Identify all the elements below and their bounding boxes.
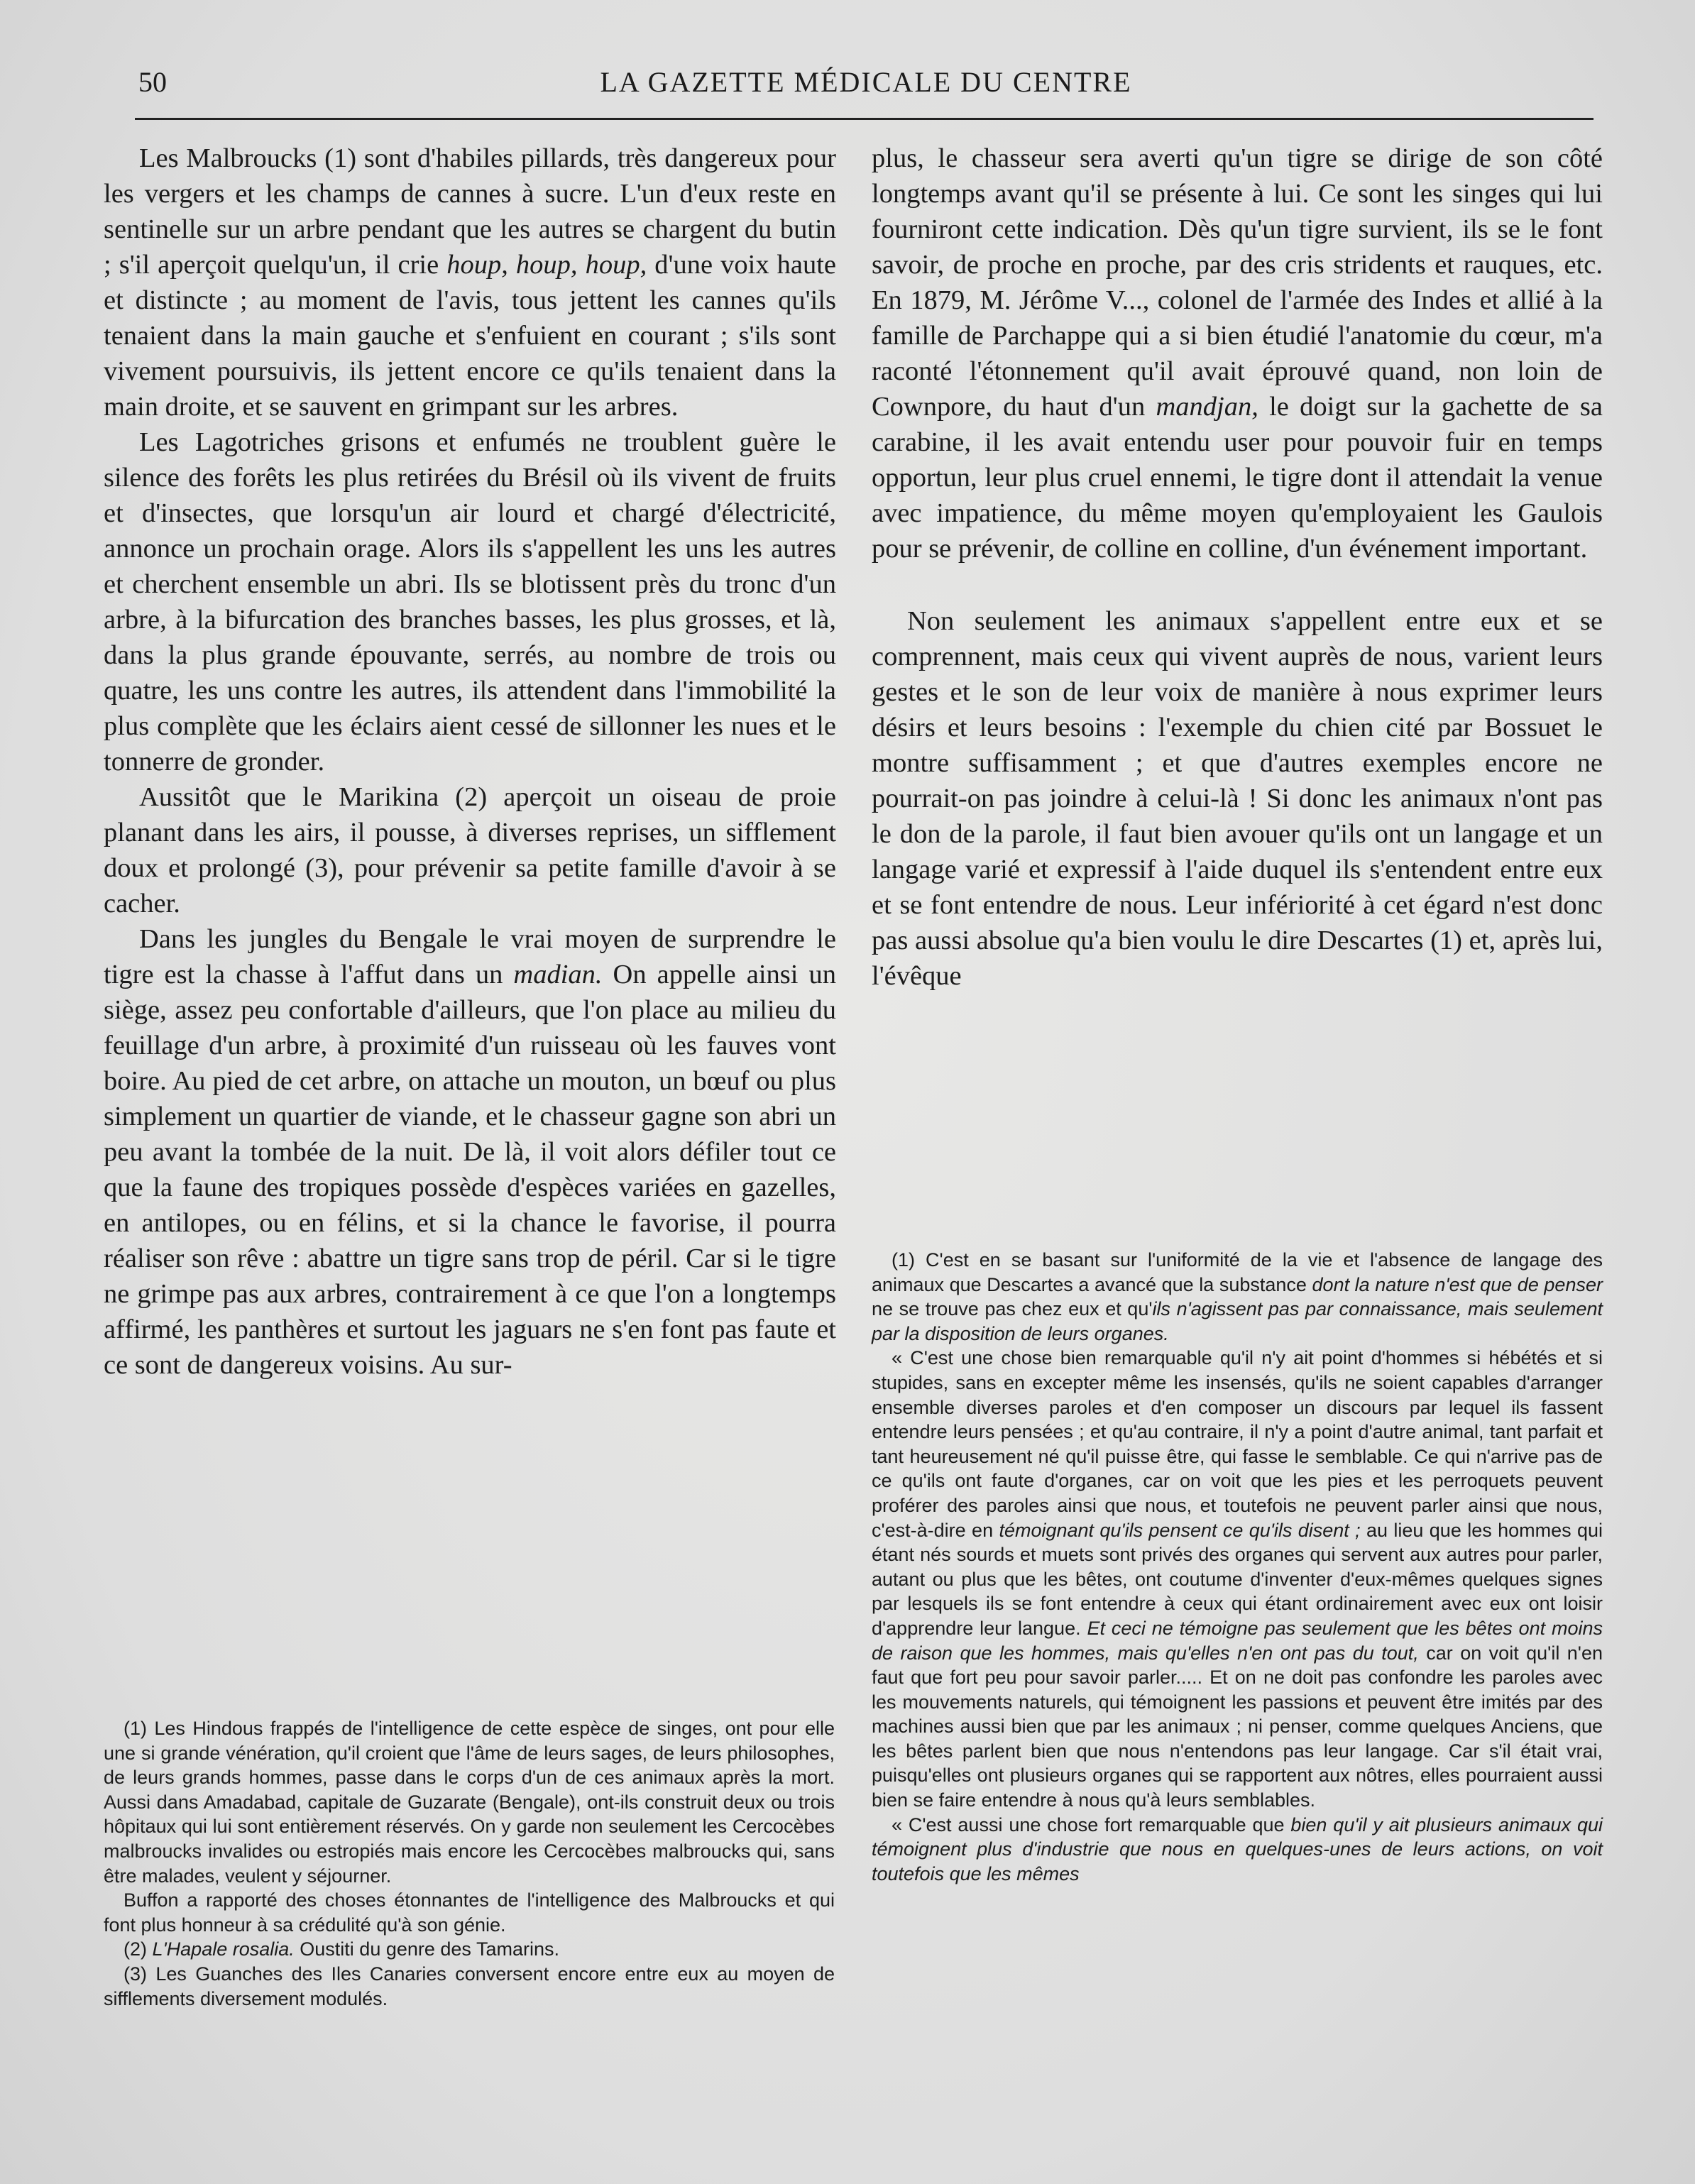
paragraph-text: plus, le chasseur sera averti qu'un tigre se dirige de son côté longtemps avant qu'il se présente à lui. Ce sont les singes qui lui fourniront cette indication. Dès qu'un tigre survient, ils se le font savoir, de proche en proche, par des cris stridents et rauques, etc. En 1879, M. Jérôme V..., colonel de l'armée des Indes et allié à la famille de Parchappe qui a si bien étudié l'anatomie du cœur, m'a raconté l'étonnement qu'il avait éprouvé quand, non loin de Cownpore, du haut d'un — [872, 143, 1603, 422]
footnote-emphasis: dont la nature n'est que de penser — [1312, 1273, 1603, 1295]
footnote-text: Oustiti du genre des Tamarins. — [294, 1938, 559, 1960]
footnote-emphasis: L'Hapale rosalia. — [152, 1938, 295, 1960]
header-rule — [135, 118, 1593, 120]
footnote-3: (3) Les Guanches des Iles Canaries conversent encore entre eux au moyen de sifflements diversement modulés. — [104, 1963, 835, 2009]
journal-title: LA GAZETTE MÉDICALE DU CENTRE — [600, 66, 1132, 98]
footnote-text: ne se trouve pas chez eux et qu' — [872, 1298, 1153, 1320]
footnote-text: au lieu que les hommes qui étant nés sourds et muets sont privés des organes qui servent aux autres pour parler, autant ou plus que les bêtes, ont coutume d'inventer d'eux-mêmes quelques signes par lesquels ils se font entendre à ceux qui étant ordinairement avec eux ont loisir d'apprendre leur langue. — [872, 1519, 1603, 1639]
paragraph-emphasis: madian. — [513, 960, 603, 989]
footnote-number: (2) — [124, 1938, 153, 1960]
paragraph-marikina: Aussitôt que le Marikina (2) aperçoit un oiseau de proie planant dans les airs, il pousse, à diverses reprises, un sifflement doux et prolongé (3), pour prévenir sa petite famille d'avoir à se cacher. — [104, 782, 836, 918]
right-footnotes — [872, 1248, 1603, 1886]
paragraph-lagotriches: Les Lagotriches grisons et enfumés ne troublent guère le silence des forêts les plus retirées du Brésil où ils vivent de fruits et d'insectes, que lorsqu'un air lourd et chargé d'électricité, annonce un prochain orage. Alors ils s'appellent les uns les autres et cherchent ensemble un abri. Ils se blotissent près du tronc d'un arbre, à la bifurcation des branches basses, les plus grosses, et là, dans la plus grande épouvante, serrés, au nombre de trois ou quatre, les uns contre les autres, ils attendent dans l'immobilité la plus complète que les éclairs aient cessé de sillonner les nues et le tonnerre de gronder. — [104, 427, 836, 777]
paragraph-text: le doigt sur la gachette de sa carabine, il les avait entendu user pour pouvoir fuir en temps opportun, leur plus cruel ennemi, le tigre dont il attendait la venue avec impatience, du même moyen qu'employaient les Gaulois pour se prévenir, de colline en colline, d'un événement important. — [872, 392, 1603, 564]
footnote-descartes-quote-2 — [872, 1813, 1603, 1887]
paragraph-langage: Non seulement les animaux s'appellent entre eux et se comprennent, mais ceux qui vivent auprès de nous, varient leurs gestes et le son de leur voix de manière à nous exprimer leurs désirs et leurs besoins : l'exemple du chien cité par Bossuet le montre suffisamment ; et que d'autres exemples encore ne pourrait-on pas joindre à celui-là ! Si donc les animaux n'ont pas le don de la parole, il faut bien avouer qu'ils ont un langage et un langage varié et expressif à l'aide duquel ils s'entendent entre eux et se font entendre de nous. Leur infériorité à cet égard n'est donc pas aussi absolue qu'a bien voulu le dire Descartes (1) et, après lui, l'évêque — [872, 606, 1603, 991]
footnote-descartes — [872, 1248, 1603, 1346]
footnote-text: (1) C'est en se basant sur l'uniformité de la vie et l'absence de langage des animaux que Descartes a avancé que la substance — [872, 1249, 1603, 1295]
footnote-emphasis: bien qu'il y ait plusieurs animaux qui témoignent plus d'industrie que nous en quelques-unes de leurs actions, on voit toutefois que les mêmes — [872, 1813, 1603, 1884]
paragraph-text: On appelle ainsi un siège, assez peu confortable d'ailleurs, que l'on place au milieu du feuillage d'un arbre, à proximité d'un ruisseau où les fauves vont boire. Au pied de cet arbre, on attache un mouton, un bœuf ou plus simplement un quartier de viande, et le chasseur gagne son abri un peu avant la tombée de la nuit. De là, il voit alors défiler tout ce que la faune des tropiques possède d'espèces variées en gazelles, en antilopes, ou en félins, et si la chance le favorise, il pourra réaliser son rêve : abattre un tigre sans trop de péril. Car si le tigre ne grimpe pas aux arbres, contrairement à ce que l'on a longtemps affirmé, les panthères et surtout les jaguars ne s'en font pas faute et ce sont de dangereux voisins. Au sur- — [104, 960, 836, 1380]
page-number: 50 — [138, 66, 167, 98]
left-column — [104, 141, 836, 1383]
paragraph-emphasis: houp, houp, houp, — [446, 250, 647, 280]
right-column — [872, 141, 1603, 994]
left-footnotes — [104, 1716, 835, 2011]
paragraph-continuation — [872, 141, 1603, 566]
footnote-1-continued: Buffon a rapporté des choses étonnantes de l'intelligence des Malbroucks et qui font plus honneur à sa crédulité qu'à son génie. — [104, 1889, 835, 1936]
footnote-emphasis: témoignant qu'ils pensent ce qu'ils disent ; — [999, 1519, 1361, 1541]
paragraph-text: Dans les jungles du Bengale le vrai moyen de surprendre le tigre est la chasse à l'affut dans un — [104, 924, 836, 989]
footnote-emphasis: ils n'agissent pas par connaissance, mais seulement par la disposition de leurs organes. — [872, 1298, 1603, 1344]
paragraph-text: Les Malbroucks (1) sont d'habiles pillards, très dangereux pour les vergers et les champs de cannes à sucre. L'un d'eux reste en sentinelle sur un arbre pendant que les autres se chargent du butin ; s'il aperçoit quelqu'un, il crie — [104, 143, 836, 280]
footnote-text: « C'est aussi une chose fort remarquable que — [892, 1813, 1291, 1835]
paragraph-text: d'une voix haute et distincte ; au moment de l'avis, tous jettent les cannes qu'ils tenaient dans la main gauche et s'enfuient en courant ; s'ils sont vivement poursuivis, ils jettent encore ce qu'ils tenaient dans la main droite, et se sauvent en grimpant sur les arbres. — [104, 250, 836, 422]
paragraph-bengale — [104, 921, 836, 1383]
footnote-1: (1) Les Hindous frappés de l'intelligence de cette espèce de singes, ont pour elle une si grande vénération, qu'il croient que l'âme de leurs sages, de leurs philosophes, de leurs grands hommes, passe dans le corps d'un de ces animaux après la mort. Aussi dans Amadabad, capitale de Guzarate (Bengale), ont-ils construit deux ou trois hôpitaux qui lui sont entièrement réservés. On y garde non seulement les Cercocèbes malbroucks invalides ou estropiés mais encore les Cercocèbes malbroucks qui, sans être malades, veulent y séjourner. — [104, 1718, 835, 1887]
paragraph-emphasis: mandjan, — [1156, 392, 1258, 422]
footnote-text: « C'est une chose bien remarquable qu'il n'y ait point d'hommes si hébétés et si stupides, sans en excepter même les insensés, qu'ils ne soient capables d'arranger ensemble diverses paroles et d'en composer un discours par lequel ils fassent entendre leurs pensées ; et qu'au contraire, il n'y a point d'autre animal, tant parfait et tant heureusement né qu'il puisse être, qui fasse le semblable. Ce qui n'arrive pas de ce qu'ils ont faute d'organes, car on voit que les pies et les perroquets peuvent proférer des paroles ainsi que nous, et toutefois ne peuvent parler ainsi que nous, c'est-à-dire en — [872, 1347, 1603, 1541]
footnote-emphasis: Et ceci ne témoigne pas seulement que les bêtes ont moins de raison que les hommes, mais qu'elles n'en ont pas du tout, — [872, 1617, 1603, 1664]
footnote-2 — [104, 1937, 835, 1962]
page-header — [135, 58, 1597, 101]
paragraph-malbroucks — [104, 141, 836, 424]
footnote-text: car on voit qu'il n'en faut que fort peu pour savoir parler..... Et on ne doit pas confondre les paroles avec les mouvements naturels, qui témoignent les passions et peuvent être imités par des machines aussi bien que par les animaux ; ni penser, comme quelques Anciens, que les bêtes parlent bien que nous n'entendons pas leur langage. Car s'il était vrai, puisqu'elles ont plusieurs organes qui se rapportent aux nôtres, elles pourraient aussi bien se faire entendre à nous qu'à leurs semblables. — [872, 1642, 1603, 1811]
footnote-descartes-quote-1 — [872, 1346, 1603, 1812]
